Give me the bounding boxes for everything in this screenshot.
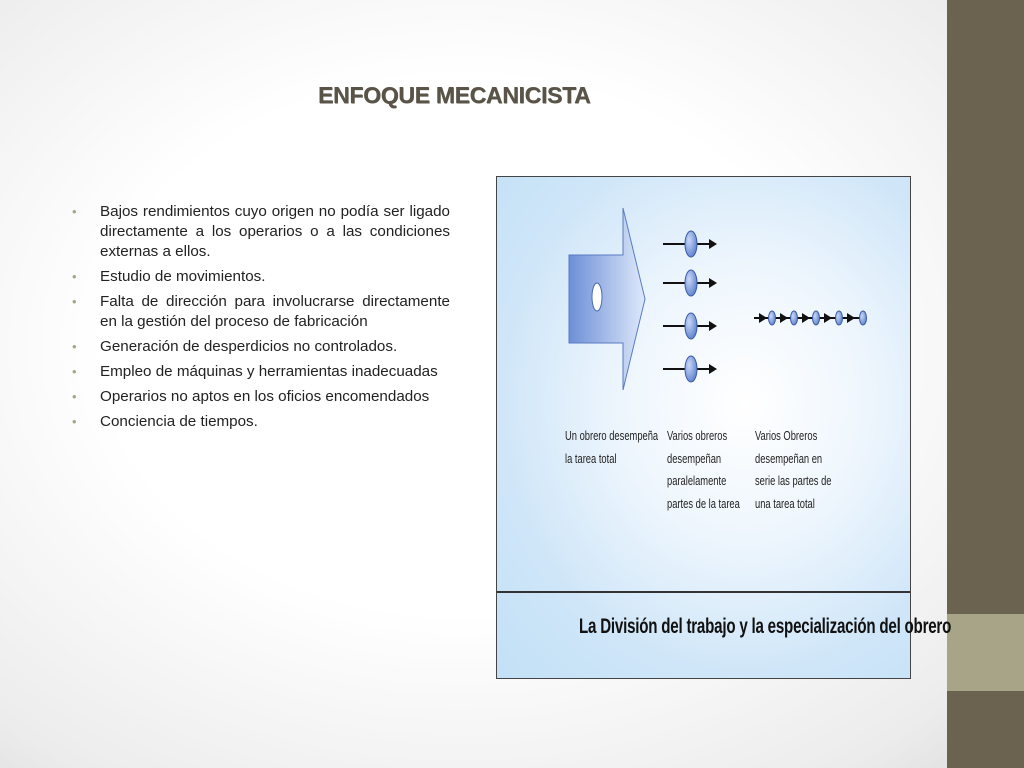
parallel-workers-icon [663,231,717,382]
diagram-footer [497,593,952,678]
caption-parallel-workers: Varios obreros desempeñan paralelamente partes de la tarea [667,428,740,511]
diagram-footer-text: La División del trabajo y la especialización del obrero [579,615,952,638]
slide-title: ENFOQUE MECANICISTA [318,82,591,108]
diagram-graphics [497,177,910,591]
caption-single-worker: Un obrero desempeña la tarea total [565,428,659,466]
bullet-item: • Operarios no aptos en los oficios encomendados [72,387,450,407]
series-workers-icon [754,311,867,325]
division-of-labor-diagram [496,176,952,679]
bullet-list [72,202,450,437]
bullet-item: • Generación de desperdicios no controlados. [72,337,450,357]
bullet-item: • Bajos rendimientos cuyo origen no podía ser ligado directamente a los operarios o a las condiciones externas a ellos. [72,202,450,262]
caption-series-workers: Varios Obreros desempeñan en serie las partes de una tarea total [755,428,832,511]
bullet-item: • Conciencia de tiempos. [72,412,450,432]
bullet-item: • Empleo de máquinas y herramientas inadecuadas [72,362,450,382]
bullet-item: • Estudio de movimientos. [72,267,450,287]
single-worker-arrow-icon [569,208,645,390]
sidebar-band [947,614,1024,691]
bullet-item: • Falta de dirección para involucrarse directamente en la gestión del proceso de fabricación [72,292,450,332]
